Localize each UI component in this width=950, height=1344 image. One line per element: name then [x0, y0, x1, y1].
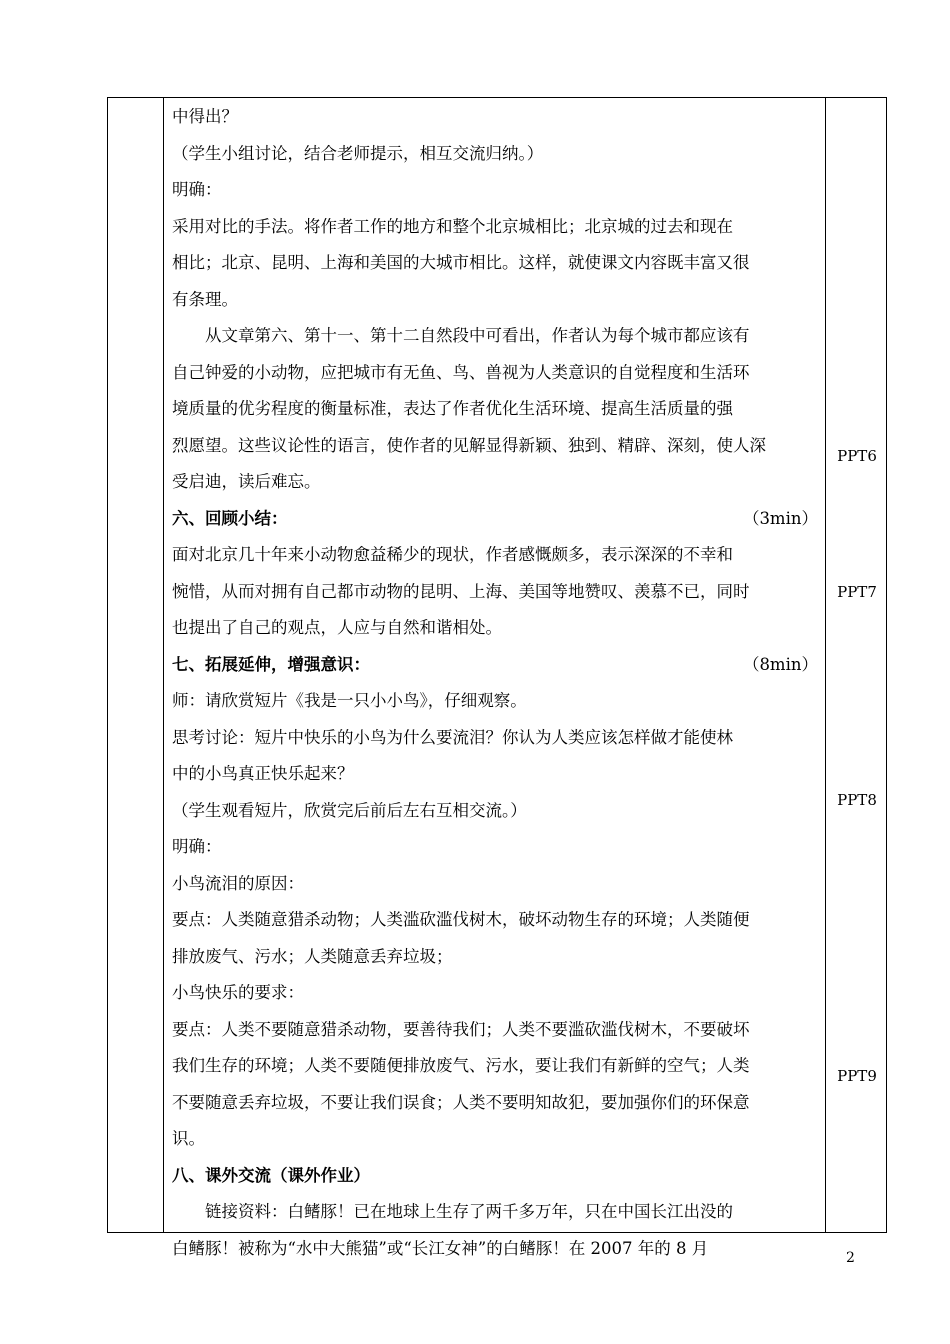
text-line: 师：请欣赏短片《我是一只小小鸟》，仔细观察。 — [172, 691, 527, 710]
column-divider-right — [825, 98, 826, 1232]
text-line: 要点：人类随意猎杀动物；人类滥砍滥伐树木，破坏动物生存的环境；人类随便 — [172, 910, 750, 929]
section-heading-label: 八、课外交流（课外作业） — [172, 1165, 370, 1185]
section-heading-label: 六、回顾小结： — [172, 508, 288, 528]
text-line: 思考讨论：短片中快乐的小鸟为什么要流泪？你认为人类应该怎样做才能使林 — [172, 727, 733, 747]
text-line: 中的小鸟真正快乐起来？ — [172, 764, 354, 783]
text-line: 烈愿望。这些议论性的语言，使作者的见解显得新颖、独到、精辟、深刻，使人深 — [172, 435, 766, 455]
text-line: 采用对比的手法。将作者工作的地方和整个北京城相比；北京城的过去和现在 — [172, 216, 733, 236]
text-line: 要点：人类不要随意猎杀动物，要善待我们；人类不要滥砍滥伐树木，不要破坏 — [172, 1019, 750, 1039]
text-line: 小鸟流泪的原因： — [172, 873, 304, 893]
text-line: 中得出？ — [172, 107, 238, 126]
text-line: 白鳍豚！被称为“水中大熊猫”或“长江女神”的白鳍豚！在 2007 年的 8 月 — [172, 1238, 709, 1258]
ppt-reference: PPT6 — [837, 447, 877, 465]
text-line: 有条理。 — [172, 289, 238, 309]
text-line: 也提出了自己的观点，人应与自然和谐相处。 — [172, 618, 502, 637]
text-line: 明确： — [172, 180, 222, 199]
text-line: 小鸟快乐的要求： — [172, 983, 304, 1002]
text-line: （学生小组讨论，结合老师提示，相互交流归纳。） — [172, 143, 544, 163]
text-line: 惋惜，从而对拥有自己都市动物的昆明、上海、美国等地赞叹、羡慕不已，同时 — [172, 581, 750, 601]
text-line: 链接资料：白鳍豚！已在地球上生存了两千多万年，只在中国长江出没的 — [205, 1202, 733, 1221]
text-line: 相比；北京、昆明、上海和美国的大城市相比。这样，就使课文内容既丰富又很 — [172, 253, 750, 272]
text-line: 不要随意丢弃垃圾，不要让我们误食；人类不要明知故犯，要加强你们的环保意 — [172, 1092, 750, 1112]
ppt-reference: PPT9 — [837, 1067, 877, 1085]
text-line: 我们生存的环境；人类不要随便排放废气、污水，要让我们有新鲜的空气；人类 — [172, 1056, 750, 1075]
text-line: 排放废气、污水；人类随意丢弃垃圾； — [172, 946, 453, 966]
text-line: 自己钟爱的小动物，应把城市有无鱼、鸟、兽视为人类意识的自觉程度和生活环 — [172, 362, 750, 382]
lesson-content-cell — [172, 99, 818, 1267]
text-line: 明确： — [172, 837, 222, 856]
column-divider-left — [163, 98, 164, 1232]
section-heading-homework — [172, 1158, 818, 1195]
text-line: 受启迪，读后难忘。 — [172, 472, 321, 491]
text-line: 识。 — [172, 1129, 205, 1148]
section-duration: （3min） — [742, 508, 818, 528]
ppt-reference: PPT8 — [837, 791, 877, 809]
text-line: （学生观看短片，欣赏完后前后左右互相交流。） — [172, 800, 527, 820]
text-line: 面对北京几十年来小动物愈益稀少的现状，作者感慨颇多，表示深深的不幸和 — [172, 545, 733, 564]
text-line: 从文章第六、第十一、第十二自然段中可看出，作者认为每个城市都应该有 — [205, 326, 750, 345]
section-heading-label: 七、拓展延伸，增强意识： — [172, 654, 370, 674]
text-line: 境质量的优劣程度的衡量标准，表达了作者优化生活环境、提高生活质量的强 — [172, 399, 733, 418]
section-heading-review — [172, 501, 818, 538]
section-heading-extend — [172, 647, 818, 684]
ppt-reference: PPT7 — [837, 583, 877, 601]
section-duration: （8min） — [742, 654, 818, 674]
page-number: 2 — [846, 1250, 855, 1266]
